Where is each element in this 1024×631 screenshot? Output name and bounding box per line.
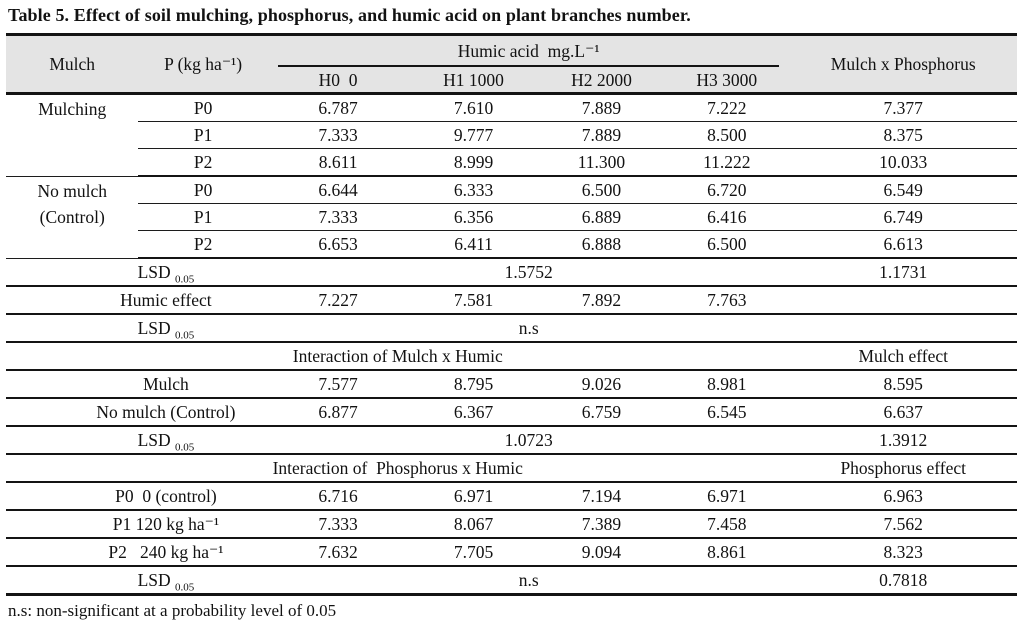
value-cell: 7.705: [408, 538, 538, 566]
value-cell: 6.545: [664, 398, 789, 426]
row-label-p2: P2 240 kg ha⁻¹: [6, 538, 268, 566]
table-header: [6, 35, 1017, 94]
value-cell: 7.458: [664, 510, 789, 538]
section-header-phosphorus-x-humic: Interaction of Phosphorus x Humic: [6, 454, 789, 482]
table-row: [6, 176, 1017, 204]
table-title: Table 5. Effect of soil mulching, phosphorus, and humic acid on plant branches number.: [8, 5, 691, 25]
value-cell: 6.416: [664, 204, 789, 231]
value-cell: 8.500: [664, 122, 789, 149]
value-cell: 6.963: [789, 482, 1017, 510]
lsd-value: n.s: [268, 314, 790, 342]
lsd-value: 1.1731: [789, 258, 1017, 286]
value-cell: 6.971: [664, 482, 789, 510]
value-cell: 8.323: [789, 538, 1017, 566]
table-row: [6, 149, 1017, 177]
value-cell: 7.562: [789, 510, 1017, 538]
value-cell: 7.889: [539, 94, 664, 122]
effect-col-header: Mulch effect: [789, 342, 1017, 370]
value-cell: 7.194: [539, 482, 664, 510]
col-header-h0: H0 0: [268, 67, 409, 94]
col-header-h3: H3 3000: [664, 67, 789, 94]
value-cell: 7.333: [268, 510, 409, 538]
value-cell: 8.611: [268, 149, 409, 177]
value-cell: 10.033: [789, 149, 1017, 177]
col-header-humic-acid: Humic acid mg.L⁻¹: [268, 35, 790, 68]
row-label-p0: P0 0 (control): [6, 482, 268, 510]
value-cell: 7.763: [664, 286, 789, 314]
value-cell: 6.971: [408, 482, 538, 510]
value-cell: 7.377: [789, 94, 1017, 122]
table-row: [6, 510, 1017, 538]
value-cell: 6.500: [539, 176, 664, 204]
lsd-value: 1.5752: [268, 258, 790, 286]
value-cell: 6.653: [268, 231, 409, 259]
value-cell: 11.300: [539, 149, 664, 177]
table-row: [6, 258, 1017, 286]
value-cell: 11.222: [664, 149, 789, 177]
value-cell: 7.632: [268, 538, 409, 566]
lsd-label: LSD $_{0.05}$: [6, 314, 268, 342]
p-level-cell: P1: [138, 204, 267, 231]
table-row: [6, 398, 1017, 426]
lsd-value: 1.3912: [789, 426, 1017, 454]
value-cell: 6.411: [408, 231, 538, 259]
p-level-cell: P2: [138, 231, 267, 259]
value-cell: 7.222: [664, 94, 789, 122]
value-cell: 6.888: [539, 231, 664, 259]
table-row: [6, 454, 1017, 482]
p-level-cell: P0: [138, 176, 267, 204]
value-cell: 7.892: [539, 286, 664, 314]
table-footnote: n.s: non-significant at a probability level of 0.05: [8, 601, 337, 620]
p-level-cell: P0: [138, 94, 267, 122]
value-cell: 6.877: [268, 398, 409, 426]
table-row: [6, 231, 1017, 259]
empty-cell: [789, 286, 1017, 314]
value-cell: 8.795: [408, 370, 538, 398]
row-label-p1: P1 120 kg ha⁻¹: [6, 510, 268, 538]
lsd-value: 1.0723: [268, 426, 790, 454]
lsd-value: 0.7818: [879, 570, 928, 590]
value-cell: 6.637: [789, 398, 1017, 426]
table-row: [6, 94, 1017, 122]
table-row: [6, 342, 1017, 370]
value-cell: 9.026: [539, 370, 664, 398]
value-cell: 7.577: [268, 370, 409, 398]
value-cell: 9.777: [408, 122, 538, 149]
value-cell: 8.067: [408, 510, 538, 538]
table-row: [6, 370, 1017, 398]
value-cell: 8.981: [664, 370, 789, 398]
col-header-mulch: Mulch: [6, 35, 138, 94]
table-row: [6, 122, 1017, 149]
col-header-h2: H2 2000: [539, 67, 664, 94]
value-cell: 8.375: [789, 122, 1017, 149]
table-row: [6, 286, 1017, 314]
value-cell: 6.720: [664, 176, 789, 204]
value-cell: 7.227: [268, 286, 409, 314]
lsd-label: LSD $_{0.05}$: [137, 570, 195, 594]
row-label-no-mulch-control: No mulch (Control): [6, 398, 268, 426]
table-row: [6, 482, 1017, 510]
value-cell: 8.595: [789, 370, 1017, 398]
value-cell: 7.581: [408, 286, 538, 314]
value-cell: 7.889: [539, 122, 664, 149]
value-cell: 8.999: [408, 149, 538, 177]
value-cell: 6.333: [408, 176, 538, 204]
value-cell: 7.333: [268, 204, 409, 231]
value-cell: 6.787: [268, 94, 409, 122]
value-cell: 6.549: [789, 176, 1017, 204]
value-cell: 7.610: [408, 94, 538, 122]
table-row: [6, 566, 1017, 595]
value-cell: 9.094: [539, 538, 664, 566]
lsd-label: LSD $_{0.05}$: [6, 426, 268, 454]
p-level-cell: P2: [138, 149, 267, 177]
table-row: [6, 426, 1017, 454]
value-cell: 6.613: [789, 231, 1017, 259]
table-row: [6, 314, 1017, 342]
value-cell: 6.367: [408, 398, 538, 426]
row-label-no-mulch: No mulch (Control): [6, 176, 138, 258]
value-cell: 8.861: [664, 538, 789, 566]
col-header-h1: H1 1000: [408, 67, 538, 94]
value-cell: 6.644: [268, 176, 409, 204]
value-cell: 6.500: [664, 231, 789, 259]
row-label-mulch: Mulch: [6, 370, 268, 398]
col-header-phosphorus: P (kg ha⁻¹): [138, 35, 267, 94]
row-label-humic-effect: Humic effect: [6, 286, 268, 314]
section-header-mulch-x-humic: Interaction of Mulch x Humic: [6, 342, 789, 370]
value-cell: 6.759: [539, 398, 664, 426]
value-cell: 6.889: [539, 204, 664, 231]
col-header-mulch-x-phosphorus: Mulch x Phosphorus: [789, 35, 1017, 94]
lsd-label: LSD $_{0.05}$: [6, 258, 268, 286]
empty-cell: [789, 314, 1017, 342]
table-body: [6, 94, 1017, 595]
value-cell: 6.716: [268, 482, 409, 510]
lsd-value: n.s: [518, 570, 539, 590]
effect-col-header: Phosphorus effect: [789, 454, 1017, 482]
effects-table: [6, 33, 1017, 596]
table-row: [6, 538, 1017, 566]
p-level-cell: P1: [138, 122, 267, 149]
value-cell: 7.333: [268, 122, 409, 149]
value-cell: 7.389: [539, 510, 664, 538]
table-row: [6, 204, 1017, 231]
row-label-mulching: Mulching: [6, 94, 138, 177]
value-cell: 6.356: [408, 204, 538, 231]
value-cell: 6.749: [789, 204, 1017, 231]
